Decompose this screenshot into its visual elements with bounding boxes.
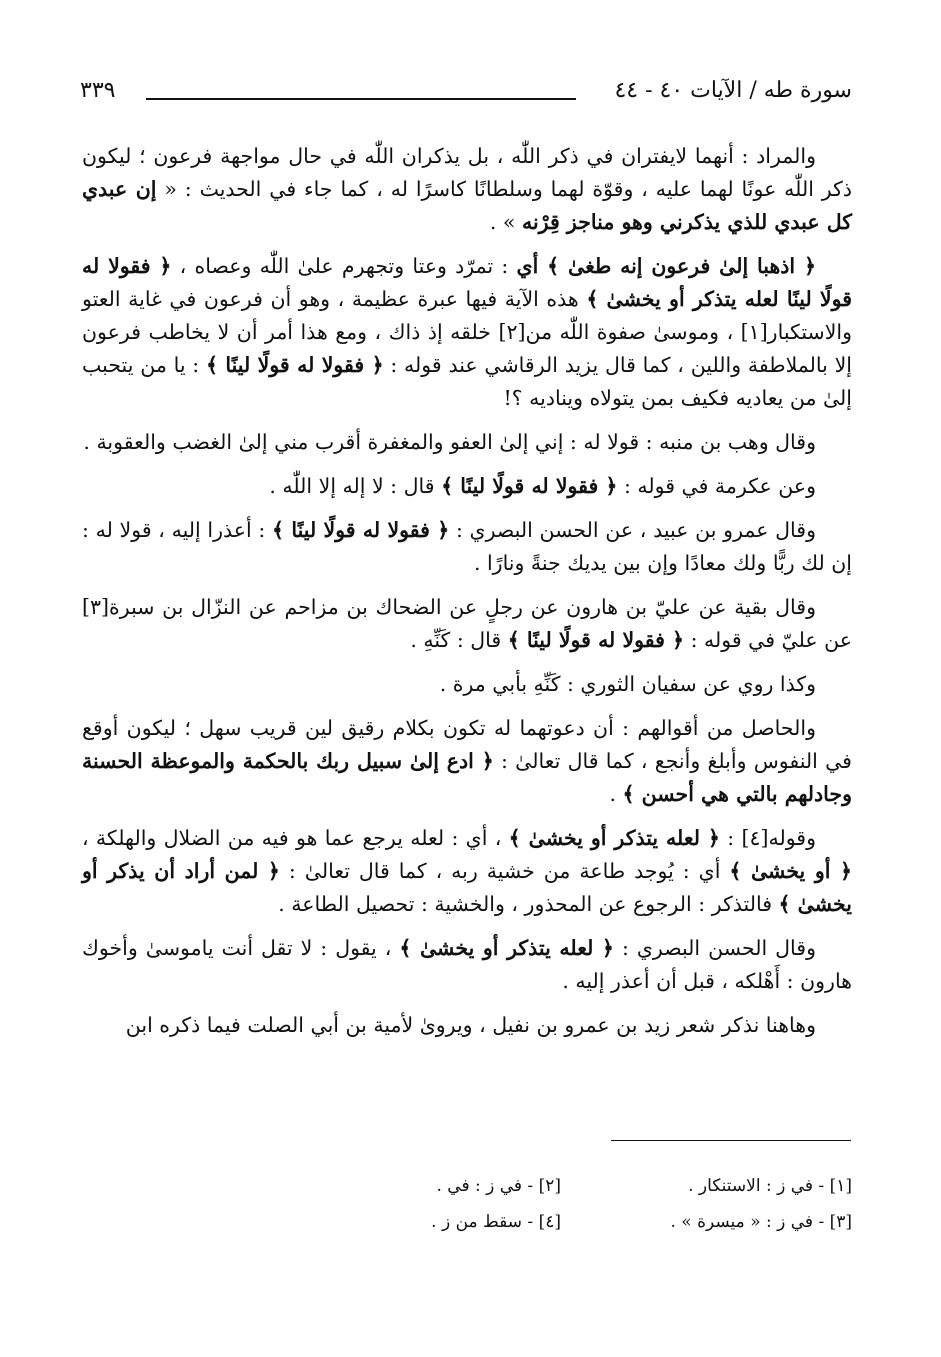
text-run: وعن عكرمة في قوله : [617, 474, 816, 498]
text-run: وقوله[٤] : [719, 826, 816, 850]
text-run: وقال عمرو بن عبيد ، عن الحسن البصري : [449, 518, 816, 542]
footnote-4: [٤] - سقط من ز . [431, 1212, 561, 1232]
text-run: وقال بقية عن عليّ بن هارون عن رجلٍ عن الضحاك بن مزاحم عن النزّال بن سبرة[٣] عن عليّ في قوله : [82, 595, 852, 652]
quran-quote: إن عبدي كل عبدي للذي يذكرني وهو مناجز قِرْنه [82, 177, 852, 234]
text-run: والحاصل من أقوالهم : أن دعوتهما له تكون بكلام رقيق لين قريب سهل ؛ ليكون أوقع في النفوس وأبلغ وأنجع ، كما قال تعالىٰ : [82, 716, 852, 773]
quran-quote: ﴿ أو يخشىٰ ﴾ [729, 859, 853, 883]
paragraph [82, 591, 852, 657]
paragraph [82, 668, 852, 701]
paragraph [82, 712, 852, 811]
text-run: » . [489, 210, 522, 234]
paragraph [82, 140, 852, 239]
quran-quote: ﴿ فقولا له قولًا لينًا ﴾ [272, 518, 450, 542]
quran-quote: ﴿ اذهبا إلىٰ فرعون إنه طغىٰ ﴾ أي [516, 254, 816, 278]
footnote-1: [١] - في ز : الاستنكار . [688, 1176, 852, 1196]
text-run: وهاهنا نذكر شعر زيد بن عمرو بن نفيل ، ويروىٰ لأمية بن أبي الصلت فيما ذكره ابن [125, 1013, 816, 1037]
text-run: هذه الآية فيها عبرة عظيمة ، وهو أن فرعون في غاية العتو والاستكبار[١] ، وموسىٰ صفوة اللّٰه من[٢] خلقه إذ ذاك ، ومع هذا أمر أن لا يخاطب فرعون إلا بالملاطفة واللين ، كما قال يزيد الرقاشي عند قوله : [82, 287, 853, 377]
text-run: وقال الحسن البصري : [613, 936, 816, 960]
text-run: فالتذكر : الرجوع عن المحذور ، والخشية : تحصيل الطاعة . [278, 892, 779, 916]
paragraph [82, 932, 852, 998]
text-run: ، يقول : لا تقل أنت ياموسىٰ وأخوك هارون : أَهْلكه ، قبل أن أعذر إليه . [82, 936, 852, 993]
header-title: سورة طه / الآيات ٤٠ - ٤٤ [614, 78, 852, 103]
text-run: والمراد : أنهما لايفتران في ذكر اللّٰه ، بل يذكران اللّٰه في حال مواجهة فرعون ؛ ليكون ذكر اللّٰه عونًا لهما عليه ، وقوّة لهما وسلطانًا كاسرًا له ، كما جاء في الحديث : « [82, 144, 852, 201]
paragraph [82, 822, 852, 921]
text-run: قال : كَنِّهِ . [410, 628, 508, 652]
footnote-2: [٢] - في ز : في . [436, 1176, 561, 1196]
text-run: . [609, 782, 623, 806]
paragraph [82, 514, 852, 580]
page-number: ٣٣٩ [80, 78, 116, 103]
body-text [82, 140, 852, 1053]
footnote-rule [611, 1140, 851, 1141]
text-run: ، أي : لعله يرجع عما هو فيه من الضلال والهلكة ، [82, 826, 509, 850]
paragraph [82, 426, 852, 459]
paragraph [82, 250, 852, 415]
quran-quote: ﴿ فقولا له قولًا لينًا ﴾ [205, 353, 384, 377]
text-run: وقال وهب بن منبه : قولا له : إني إلىٰ العفو والمغفرة أقرب مني إلىٰ الغضب والعقوبة . [83, 430, 816, 454]
quran-quote: ﴿ ادع إلىٰ سبيل ربك بالحكمة والموعظة الحسنة وجادلهم بالتي هي أحسن ﴾ [82, 749, 852, 806]
text-run: : تمرّد وعتا وتجهرم علىٰ اللّٰه وعصاه ، [171, 254, 517, 278]
text-run: : يا من يتحبب إلىٰ من يعاديه فكيف بمن يتولاه ويناديه ؟! [82, 353, 852, 410]
footnote-3: [٣] - في ز : « ميسرة » . [670, 1212, 852, 1232]
text-run: وكذا روي عن سفيان الثوري : كَنِّهِ بأبي مرة . [439, 672, 816, 696]
quran-quote: ﴿ لعله يتذكر أو يخشىٰ ﴾ [508, 826, 720, 850]
text-run: قال : لا إله إلا اللّٰه . [269, 474, 442, 498]
text-run: : أعذرا إليه ، قولا له : إن لك ربًّا ولك معادًا وإن بين يديك جنةً ونارًا . [82, 518, 852, 575]
footnotes [270, 1168, 852, 1240]
text-run: أي : يُوجد طاعة من خشية ربه ، كما قال تعالىٰ : [279, 859, 730, 883]
paragraph [82, 470, 852, 503]
header-rule [146, 98, 576, 100]
running-header [80, 78, 852, 118]
quran-quote: ﴿ فقولا له قولًا لينًا لعله يتذكر أو يخشىٰ ﴾ [82, 254, 852, 311]
quran-quote: ﴿ لعله يتذكر أو يخشىٰ ﴾ [399, 936, 614, 960]
paragraph [82, 1009, 852, 1042]
quran-quote: ﴿ فقولا له قولًا لينًا ﴾ [507, 628, 685, 652]
quran-quote: ﴿ فقولا له قولًا لينًا ﴾ [441, 474, 618, 498]
quran-quote: ﴿ لمن أراد أن يذكر أو يخشىٰ ﴾ [82, 859, 852, 916]
